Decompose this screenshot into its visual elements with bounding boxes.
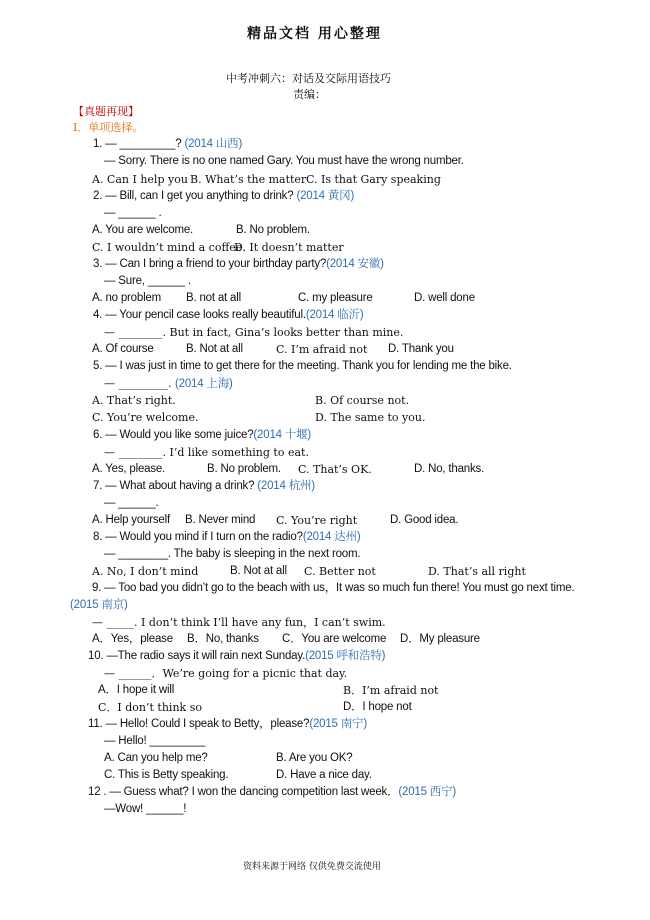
response-line: — Sorry. There is no one named Gary. You must have the wrong number. [104,155,464,167]
option-b: B. not at all [186,292,241,304]
option-d: D. well done [414,292,475,304]
question-source: (2014 安徽) [326,258,384,270]
option-c: C. my pleasure [298,292,373,304]
question-source: (2015 南宁) [309,718,367,730]
option-d: D. Have a nice day. [276,769,372,781]
question-source: (2014 临沂) [305,309,364,321]
option-d: D. That’s all right [428,565,526,578]
question-9: 9. — Too bad you didn’t go to the beach with us，It was so much fun there! You must go next time. [92,582,575,594]
option-a: A. Of course [92,343,154,355]
response-line: — ______ . [104,207,162,219]
part-label: I．单项选择。 [73,121,144,134]
option-a: A. no problem [92,292,161,304]
option-b: B. Of course not. [315,394,410,407]
option-a: A. Can I help you [92,173,188,186]
option-a: A. That’s right. [92,394,176,407]
response-line: — ________. I’d like something to eat. [104,446,309,459]
page-header: 精品文档 用心整理 [247,26,382,42]
response-line: — ______．We’re going for a picnic that day. [104,667,348,680]
option-c: C. I’m afraid not [276,343,368,356]
question-3: 3. — Can I bring a friend to your birthday party?(2014 安徽) [93,258,384,270]
option-a: A. Can you help me? [104,752,208,764]
option-c: C．You are welcome [282,633,387,645]
question-6: 6. — Would you like some juice?(2014 十堰) [93,429,312,441]
question-source: (2014 杭州) [257,480,315,492]
option-b: B. What’s the matter [190,173,307,186]
option-c: C. This is Betty speaking. [104,769,229,781]
doc-title: 中考冲刺六：对话及交际用语技巧 [226,72,391,85]
response-line: —Wow! ______! [104,803,187,815]
option-d: D. Thank you [388,343,454,355]
option-d: D．I hope not [343,701,412,713]
section-heading: 【真题再现】 [73,105,139,118]
question-7: 7. — What about having a drink? (2014 杭州) [93,480,315,492]
option-b: B．I’m afraid not [343,684,439,697]
question-source: (2015 西宁) [398,786,457,798]
option-a: A．I hope it will [98,684,175,696]
question-source: (2015 南京) [70,599,128,611]
question-8: 8. — Would you mind if I turn on the radio?(2014 达州) [93,531,361,543]
question-source: (2014 十堰) [253,429,312,441]
question-12: 12 . — Guess what? I won the dancing competition last week．(2015 西宁) [88,786,457,798]
question-5: 5. — I was just in time to get there for the meeting. Thank you for lending me the bike. [93,360,512,372]
question-10: 10. —The radio says it will rain next Sunday.(2015 呼和浩特) [88,650,386,662]
question-2: 2. — Bill, can I get you anything to drink? (2014 黄冈) [93,190,355,202]
response-line: — _____. I don’t think I’ll have any fun，I can’t swim. [92,616,386,629]
option-a: A. You are welcome. [92,224,194,236]
option-a: A. Help yourself [92,514,170,526]
option-b: B. Not at all [230,565,287,577]
option-d: D. It doesn’t matter [234,241,344,254]
option-c: C. I wouldn’t mind a coffee. [92,241,246,254]
question-1: 1. — _________? (2014 山西) [93,138,243,150]
question-source: (2014 黄冈) [296,190,355,202]
option-a: A. Yes, please. [92,463,166,475]
response-line: — Sure, ______ . [104,275,191,287]
editor-line: 责编： [293,88,326,101]
response-line: — ________. But in fact, Gina’s looks better than mine. [104,326,404,339]
question-4: 4. — Your pencil case looks really beautiful.(2014 临沂) [93,309,364,321]
option-d: D. Good idea. [390,514,459,526]
response-line: — Hello! _________ [104,735,206,747]
option-b: B. No problem. [236,224,310,236]
response-line: — _________. (2014 上海) [104,377,233,390]
option-c: C. Better not [304,565,376,578]
page-footer: 资料来源于网络 仅供免费交流使用 [243,862,381,872]
option-d: D. The same to you. [315,411,426,424]
response-line: — ________. The baby is sleeping in the next room. [104,548,361,560]
option-b: B. Not at all [186,343,243,355]
question-source: (2014 达州) [302,531,361,543]
option-c: C．I don’t think so [98,701,202,714]
question-source: (2014 上海) [175,378,233,390]
option-b: B．No, thanks [187,633,259,645]
option-c: C. That’s OK. [298,463,372,476]
response-line: — ______. [104,497,159,509]
option-c: C. Is that Gary speaking [306,173,441,186]
option-b: B. No problem. [207,463,281,475]
question-11: 11. — Hello! Could I speak to Betty，please?(2015 南宁) [88,718,367,730]
option-c: C. You’re right [276,514,358,527]
option-d: D．My pleasure [400,633,480,645]
option-b: B. Are you OK? [276,752,353,764]
question-source: (2015 呼和浩特) [305,650,386,662]
option-c: C. You’re welcome. [92,411,199,424]
question-source: (2014 山西) [184,138,243,150]
option-a: A. No, I don’t mind [92,565,199,578]
option-a: A．Yes，please [92,633,173,645]
option-b: B. Never mind [185,514,256,526]
option-d: D. No, thanks. [414,463,485,475]
